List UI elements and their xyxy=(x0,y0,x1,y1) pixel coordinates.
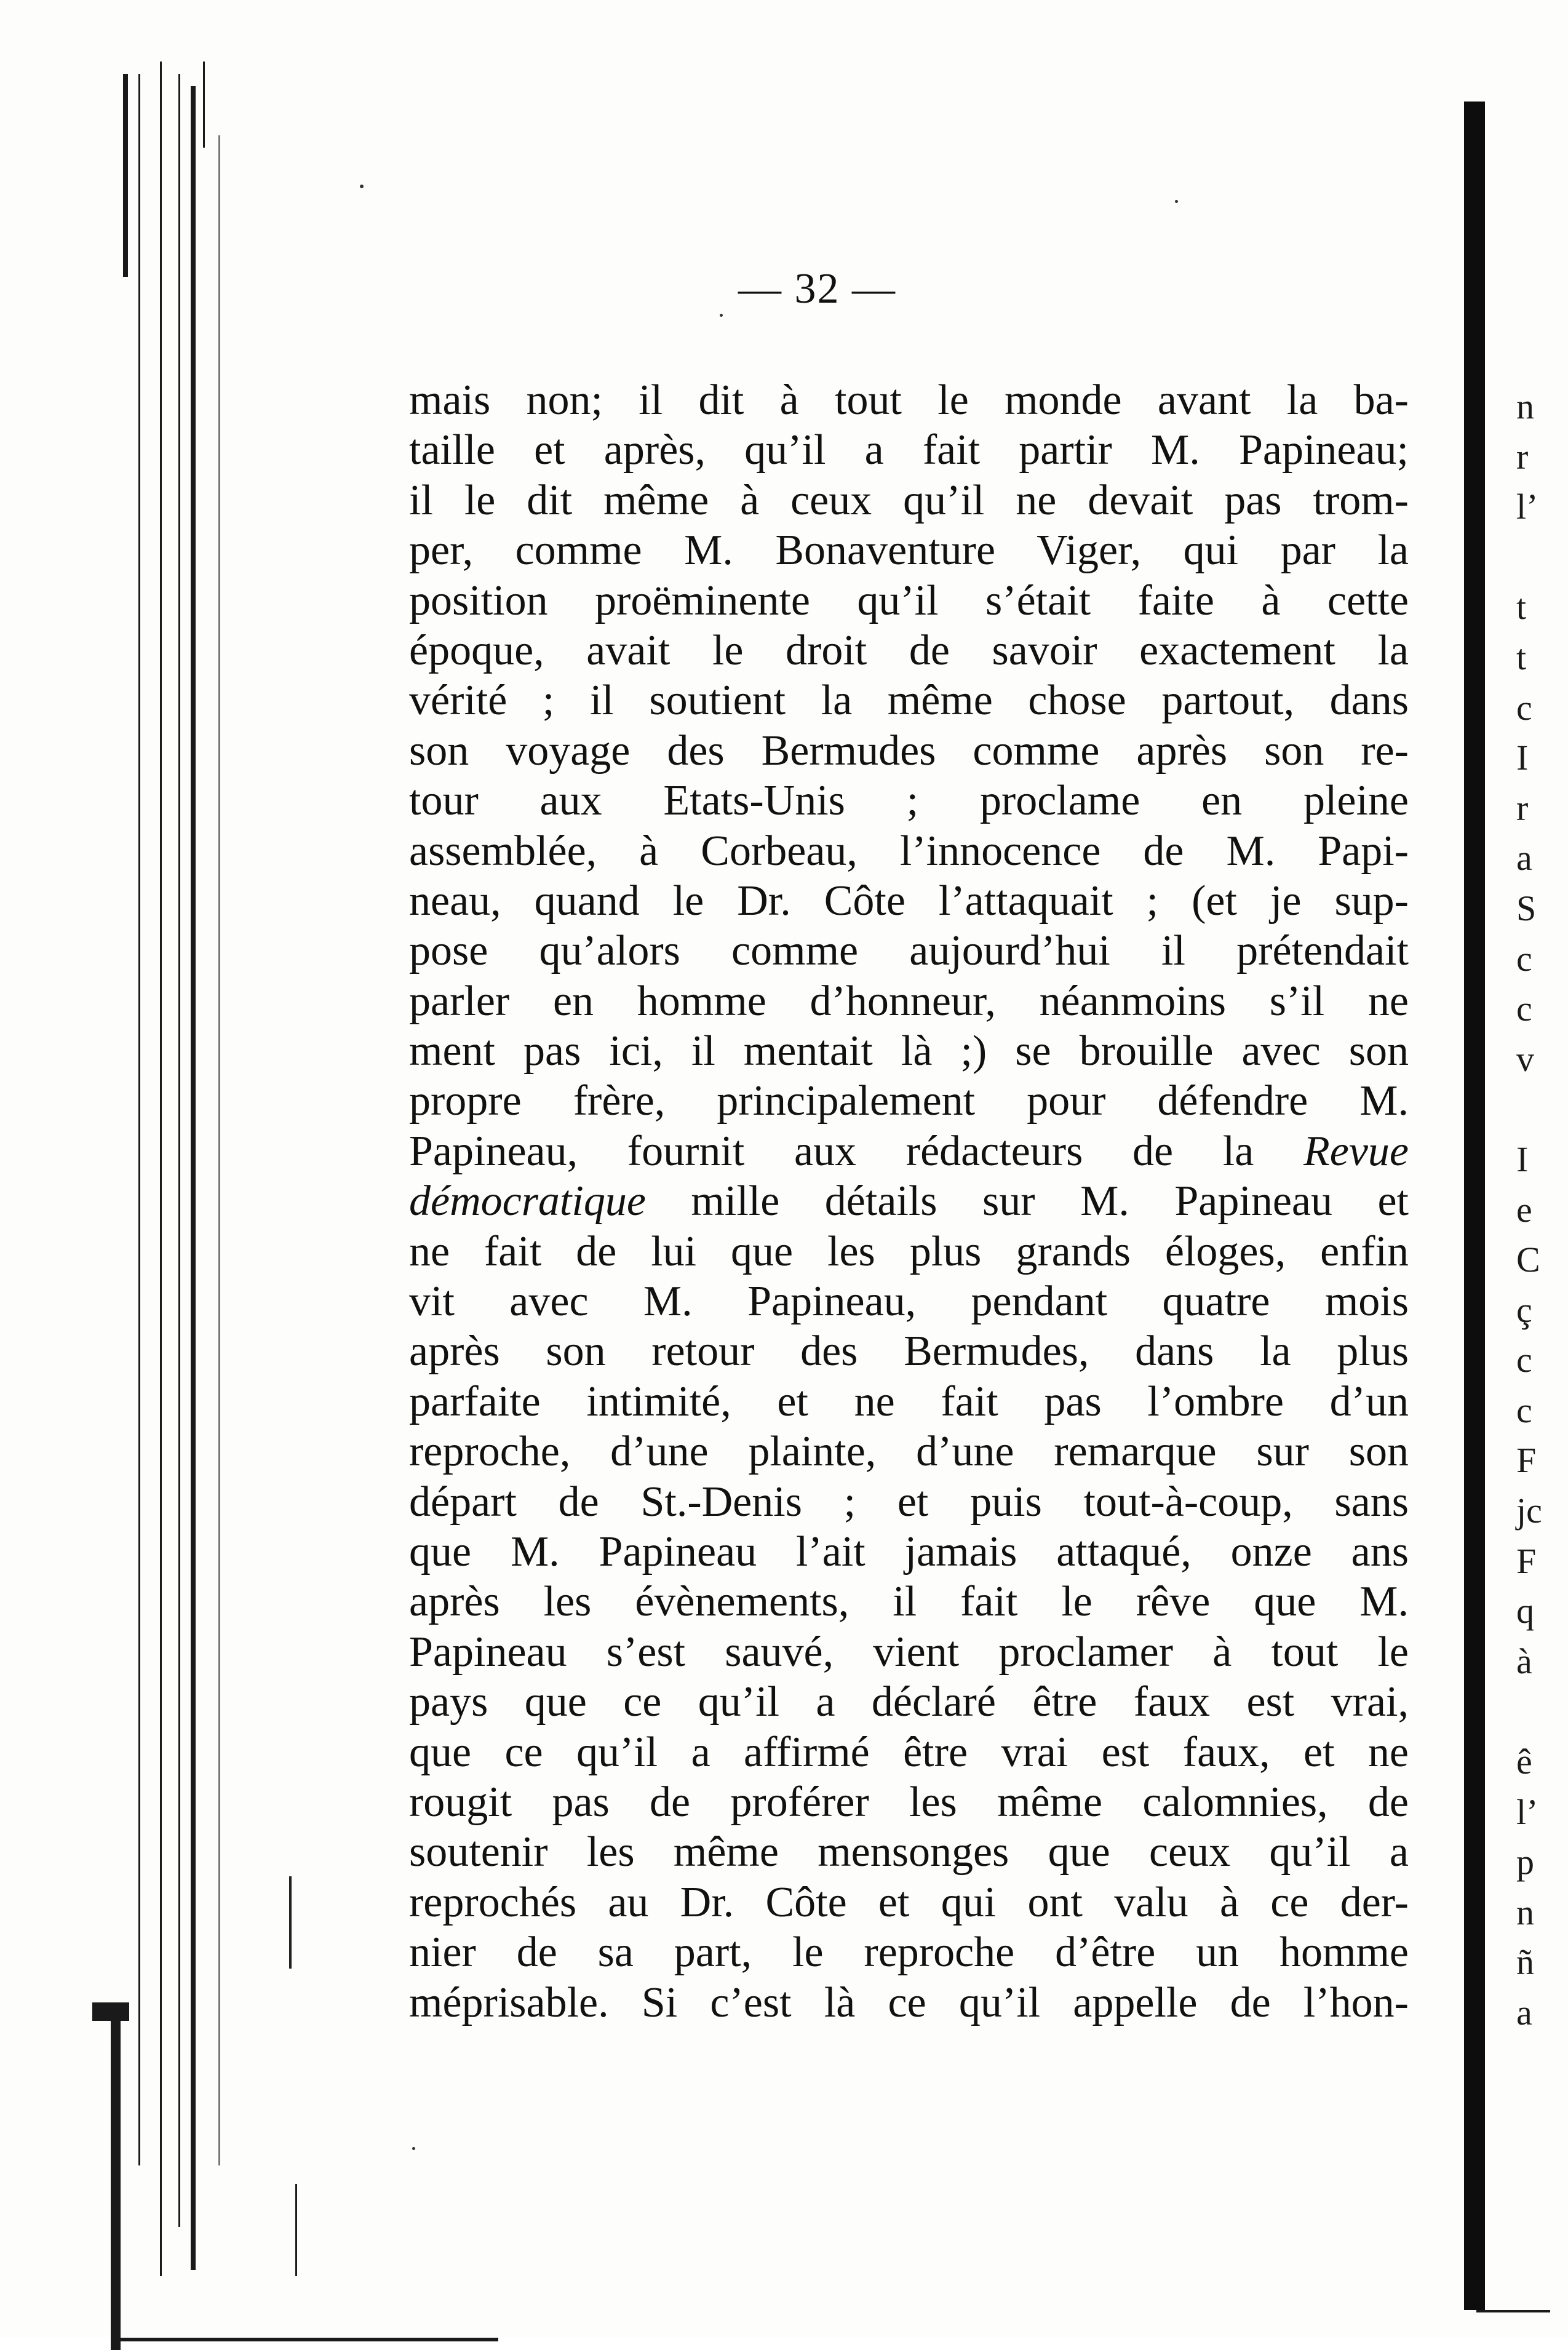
bleed-fragment xyxy=(1516,1686,1566,1737)
text-line: après les évènements, il fait le rêve que M. xyxy=(409,1578,1409,1626)
gutter-rule xyxy=(123,74,128,277)
bleed-fragment: l’ xyxy=(1516,487,1538,527)
bleed-fragment: t xyxy=(1516,637,1527,677)
text-line: que ce qu’il a affirmé être vrai est faux, et ne xyxy=(409,1728,1409,1776)
text-line xyxy=(409,1176,1409,1226)
text-line: époque, avait le droit de savoir exactement la xyxy=(409,626,1409,674)
text-run: mille détails sur M. Papineau et xyxy=(645,1177,1409,1225)
text-line: tour aux Etats-Unis ; proclame en pleine xyxy=(409,777,1409,825)
bleed-fragment: r xyxy=(1516,787,1529,828)
text-line: départ de St.-Denis ; et puis tout-à-coup, sans xyxy=(409,1478,1409,1526)
bleed-fragment: q xyxy=(1516,1591,1534,1631)
bleed-fragment: ê xyxy=(1516,1742,1532,1782)
bleed-fragment: c xyxy=(1516,1340,1532,1380)
bleed-fragment: F xyxy=(1516,1540,1537,1581)
bleed-fragment: a xyxy=(1516,838,1532,878)
bleed-fragment: r xyxy=(1516,436,1529,477)
speck xyxy=(1175,200,1178,203)
text-run: Papineau, fournit aux rédacteurs de la xyxy=(409,1127,1304,1175)
bleed-fragment: a xyxy=(1516,1993,1532,2033)
bleed-fragment: I xyxy=(1516,738,1529,778)
bleed-fragment: c xyxy=(1516,687,1532,728)
text-line: ment pas ici, il mentait là ;) se brouille avec son xyxy=(409,1027,1409,1075)
bleed-fragment: t xyxy=(1516,587,1527,627)
text-line: parler en homme d’honneur, néanmoins s’il ne xyxy=(409,977,1409,1025)
gutter-baseline xyxy=(111,2338,498,2341)
text-line: rougit pas de proférer les même calomnies, de xyxy=(409,1778,1409,1826)
stray-mark xyxy=(289,1876,292,1969)
speck xyxy=(360,185,364,188)
text-line: après son retour des Bermudes, dans la plus xyxy=(409,1328,1409,1376)
text-line: propre frère, principalement pour défendre M. xyxy=(409,1077,1409,1125)
bleed-fragment: l’ xyxy=(1516,1791,1538,1832)
text-line: vit avec M. Papineau, pendant quatre mois xyxy=(409,1278,1409,1326)
gutter-mark xyxy=(92,2002,129,2021)
adjacent-page-baseline xyxy=(1476,2310,1550,2312)
text-line: position proëminente qu’il s’était faite à cette xyxy=(409,576,1409,624)
gutter-rule xyxy=(295,2184,297,2276)
text-line: mais non; il dit à tout le monde avant la ba- xyxy=(409,376,1409,424)
adjacent-page-text-fragments xyxy=(1516,381,1566,2038)
bleed-fragment: ñ xyxy=(1516,1942,1534,1983)
text-line: reproche, d’une plainte, d’une remarque sur son xyxy=(409,1428,1409,1476)
italic-title: Revue xyxy=(1303,1127,1409,1175)
bleed-fragment: ç xyxy=(1516,1289,1532,1330)
text-line: vérité ; il soutient la même chose partout, dans xyxy=(409,677,1409,725)
italic-title: démocratique xyxy=(409,1177,646,1225)
binding-gutter xyxy=(92,62,289,2338)
bleed-fragment: p xyxy=(1516,1842,1534,1882)
text-line: reprochés au Dr. Côte et qui ont valu à ce der- xyxy=(409,1878,1409,1926)
text-line: pays que ce qu’il a déclaré être faux est vrai, xyxy=(409,1678,1409,1726)
bleed-fragment: I xyxy=(1516,1139,1529,1179)
adjacent-page-edge xyxy=(1464,102,1485,2310)
gutter-rule xyxy=(138,74,140,2165)
bleed-fragment: v xyxy=(1516,1038,1534,1079)
speck xyxy=(720,314,723,317)
bleed-fragment xyxy=(1516,532,1566,583)
text-line: taille et après, qu’il a fait partir M. Papineau; xyxy=(409,426,1409,474)
body-text xyxy=(409,375,1409,2028)
gutter-rule xyxy=(111,2005,121,2350)
bleed-fragment: S xyxy=(1516,888,1537,928)
page-number-header: — 32 — xyxy=(738,265,896,313)
text-line: Papineau s’est sauvé, vient proclamer à tout le xyxy=(409,1628,1409,1676)
bleed-fragment: C xyxy=(1516,1240,1540,1280)
bleed-fragment: F xyxy=(1516,1440,1537,1481)
text-line: per, comme M. Bonaventure Viger, qui par la xyxy=(409,527,1409,575)
bleed-fragment xyxy=(1516,1084,1566,1134)
text-line: nier de sa part, le reproche d’être un homme xyxy=(409,1929,1409,1977)
bleed-fragment: c xyxy=(1516,1390,1532,1430)
text-line: que M. Papineau l’ait jamais attaqué, onze ans xyxy=(409,1528,1409,1575)
text-line: neau, quand le Dr. Côte l’attaquait ; (et je sup- xyxy=(409,877,1409,925)
text-line: soutenir les même mensonges que ceux qu’il a xyxy=(409,1828,1409,1876)
bleed-fragment: n xyxy=(1516,1892,1534,1932)
gutter-rule xyxy=(178,74,180,2227)
bleed-fragment: jc xyxy=(1516,1491,1542,1531)
bleed-fragment: n xyxy=(1516,386,1534,426)
bleed-fragment: e xyxy=(1516,1189,1532,1230)
bleed-fragment: c xyxy=(1516,989,1532,1029)
bleed-fragment: c xyxy=(1516,938,1532,979)
text-line: il le dit même à ceux qu’il ne devait pas trom- xyxy=(409,476,1409,524)
text-line: méprisable. Si c’est là ce qu’il appelle de l’hon- xyxy=(409,1978,1409,2026)
bleed-fragment: à xyxy=(1516,1641,1532,1681)
text-line: assemblée, à Corbeau, l’innocence de M. Papi- xyxy=(409,827,1409,875)
text-line: son voyage des Bermudes comme après son re- xyxy=(409,727,1409,775)
text-line: ne fait de lui que les plus grands éloges, enfin xyxy=(409,1227,1409,1275)
gutter-rule xyxy=(203,62,205,148)
text-line xyxy=(409,1126,1409,1176)
text-line: pose qu’alors comme aujourd’hui il prétendait xyxy=(409,927,1409,975)
gutter-rule xyxy=(218,135,220,2165)
gutter-rule xyxy=(191,86,196,2270)
speck xyxy=(412,2147,415,2150)
gutter-rule xyxy=(160,62,162,2276)
text-line: parfaite intimité, et ne fait pas l’ombre d’un xyxy=(409,1377,1409,1425)
